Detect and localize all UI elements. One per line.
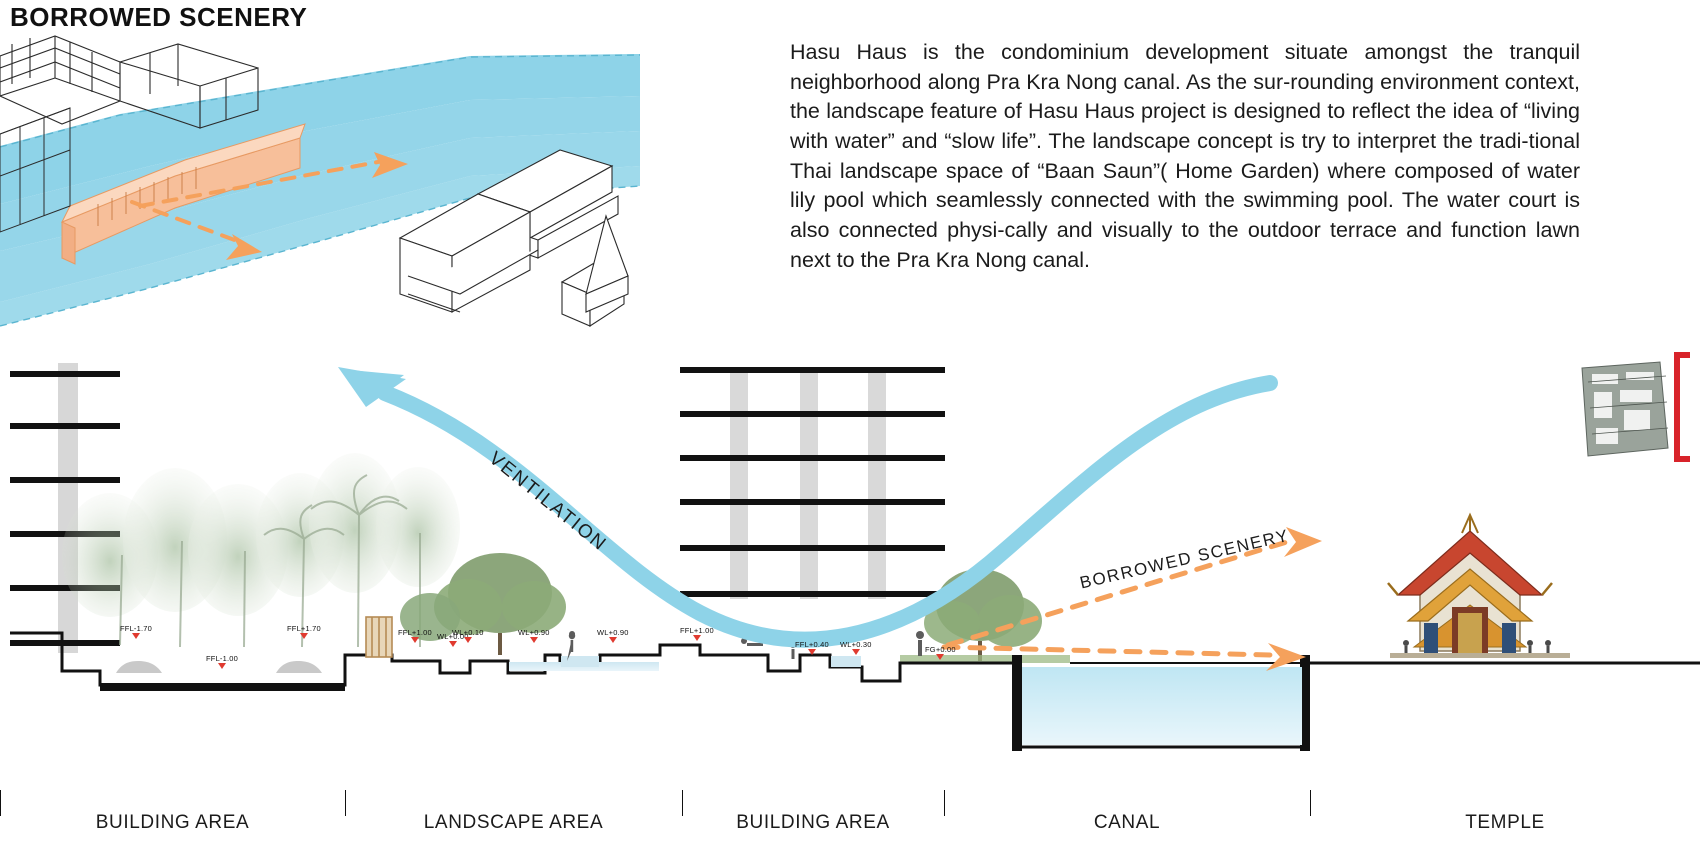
level-tag (206, 654, 238, 669)
level-tag-label: WL+0.30 (840, 640, 872, 649)
level-tag (518, 628, 550, 643)
level-marker-icon (936, 654, 944, 660)
level-tag-label: FFL+1.00 (398, 628, 432, 637)
zone-label-bar (0, 790, 1700, 845)
level-tag (680, 626, 714, 641)
level-tag (925, 645, 956, 660)
level-tag (597, 628, 629, 643)
level-tag (120, 624, 152, 639)
level-tag-label: WL+0.90 (518, 628, 550, 637)
level-marker-icon (609, 637, 617, 643)
project-description: Hasu Haus is the condominium development situate amongst the tranquil neighborhood along Pra Kra Nong canal. As the sur-rounding environment context, the landscape feature of Hasu Haus project is designed to reflect the idea of “living with water” and “slow life”. The landscape concept is try to interpret the tradi-tional Thai landscape space of “Baan Saun”( Home Garden) where composed of water lily pool which seamlessly connected with the swimming pool. The water court is also connected physi-cally and visually to the outdoor terrace and function lawn next to the Pra Kra Nong canal. (790, 40, 1580, 272)
level-marker-icon (218, 663, 226, 669)
level-marker-icon (852, 649, 860, 655)
level-marker-icon (411, 637, 419, 643)
level-tag-label: FG+0.00 (925, 645, 956, 654)
page-title: BORROWED SCENERY (10, 2, 308, 32)
level-marker-icon (808, 649, 816, 655)
zone-label: BUILDING AREA (95, 812, 250, 833)
level-marker-icon (132, 633, 140, 639)
zone-label: TEMPLE (1465, 812, 1545, 833)
temple-illustration (1388, 515, 1570, 658)
level-tag-label: FFL-1.00 (206, 654, 239, 663)
level-marker-icon (530, 637, 538, 643)
zone-label: BUILDING AREA (736, 812, 890, 833)
level-tag (398, 628, 432, 643)
axonometric-context-illustration (0, 26, 740, 361)
level-tag-label: WL+0.10 (452, 628, 484, 637)
site-keyplan (1548, 352, 1700, 482)
borrowed-scenery-arrow-label: BORROWED SCENERY (1078, 525, 1291, 593)
level-marker-icon (693, 635, 701, 641)
level-tag (287, 624, 321, 639)
level-tag (795, 640, 829, 655)
canal-water (1022, 667, 1302, 745)
level-tag-label: FFL+0.40 (795, 640, 829, 649)
keyplan-section-marker (1674, 352, 1690, 462)
level-marker-icon (464, 637, 472, 643)
zone-label: LANDSCAPE AREA (423, 812, 604, 833)
site-section-drawing (0, 355, 1700, 785)
level-marker-icon (300, 633, 308, 639)
zone-label: CANAL (1093, 812, 1161, 833)
level-tag-label: WL+0.90 (597, 628, 629, 637)
level-tag-label: FFL+1.70 (287, 624, 321, 633)
level-tag-label: FFL-1.70 (120, 624, 153, 633)
center-building-slabs (680, 367, 945, 599)
level-tag (452, 628, 484, 643)
level-tag-label: FFL+1.00 (680, 626, 714, 635)
timber-screen (366, 617, 392, 657)
ventilation-arrow-label: VENTILATION (484, 448, 611, 556)
level-tag (840, 640, 872, 655)
level-tag-label: WL+0.00 (437, 632, 469, 641)
